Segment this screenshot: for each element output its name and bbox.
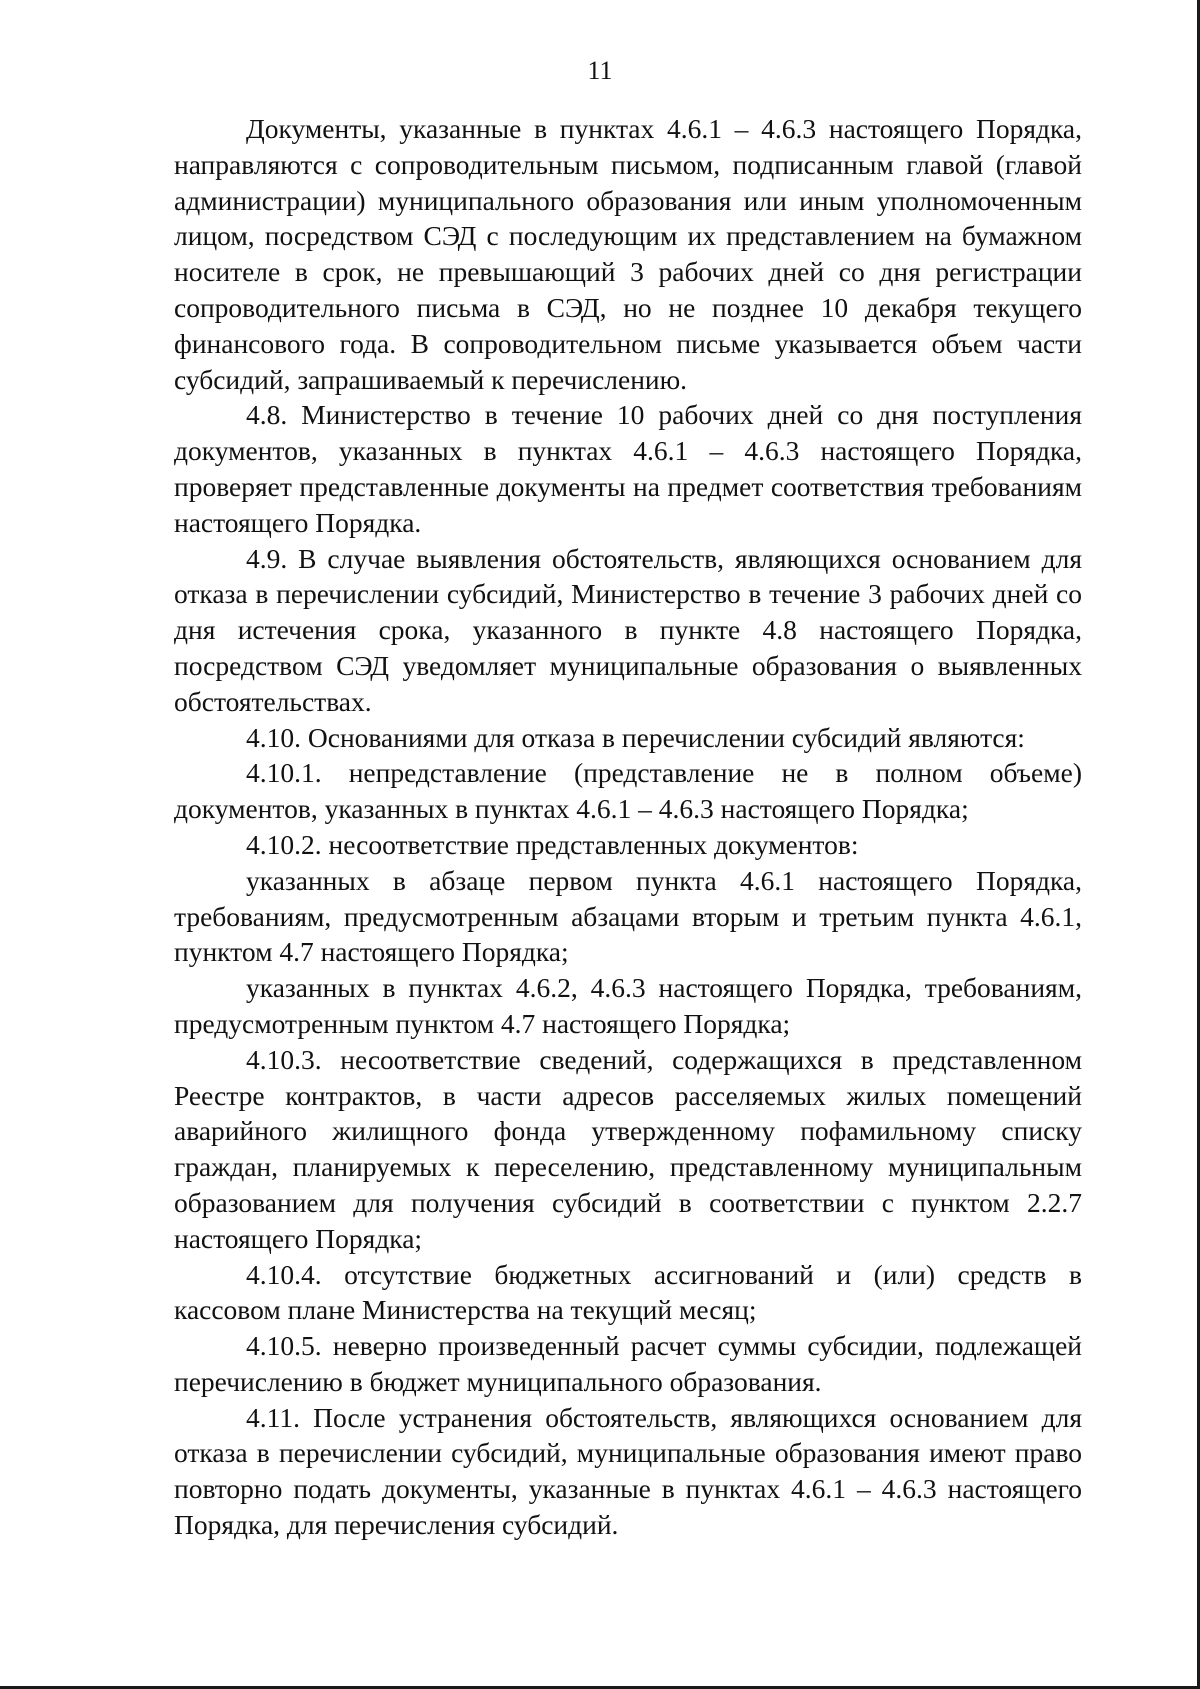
paragraph-4-10-5: 4.10.5. неверно произведенный расчет суммы субсидии, подлежащей перечислению в бюджет муниципального образования. xyxy=(174,1330,1082,1397)
paragraph-documents-submission: Документы, указанные в пунктах 4.6.1 – 4.6.3 настоящего Порядка, направляются с сопроводительным письмом, подписанным главой (главой администрации) муниципального образования или иным уполномоченным лицом, посредством СЭД с последующим их представлением на бумажном носителе в срок, не превышающий 3 рабочих дней со дня регистрации сопроводительного письма в СЭД, но не позднее 10 декабря текущего финансового года. В сопроводительном письме указывается объем части субсидий, запрашиваемый к перечислению. xyxy=(174,113,1082,395)
paragraph-4-10: 4.10. Основаниями для отказа в перечислении субсидий являются: xyxy=(246,721,1025,753)
paragraph-4-10-2-second: указанных в пунктах 4.6.2, 4.6.3 настоящего Порядка, требованиям, предусмотренным пунктом 4.7 настоящего Порядка; xyxy=(174,972,1082,1039)
paragraph-4-10-4: 4.10.4. отсутствие бюджетных ассигнований и (или) средств в кассовом плане Министерства на текущий месяц; xyxy=(174,1258,1082,1326)
paragraph-4-10-1: 4.10.1. непредставление (представление не в полном объеме) документов, указанных в пунктах 4.6.1 – 4.6.3 настоящего Порядка; xyxy=(174,757,1082,825)
paragraph-4-10-2-first: указанных в абзаце первом пункта 4.6.1 настоящего Порядка, требованиям, предусмотренным абзацами вторым и третьим пункта 4.6.1, пунктом 4.7 настоящего Порядка; xyxy=(174,864,1082,968)
document-body xyxy=(174,111,1082,1543)
paragraph-4-11: 4.11. После устранения обстоятельств, являющихся основанием для отказа в перечислении субсидий, муниципальные образования имеют право повторно подать документы, указанные в пунктах 4.6.1 – 4.6.3 настоящего Порядка, для перечисления субсидий. xyxy=(174,1401,1082,1541)
paragraph-4-10-2: 4.10.2. несоответствие представленных документов: xyxy=(246,828,859,860)
paragraph-4-9: 4.9. В случае выявления обстоятельств, являющихся основанием для отказа в перечислении субсидий, Министерство в течение 3 рабочих дней со дня истечения срока, указанного в пункте 4.8 настоящего Порядка, посредством СЭД уведомляет муниципальные образования о выявленных обстоятельствах. xyxy=(174,542,1082,717)
paragraph-4-8: 4.8. Министерство в течение 10 рабочих дней со дня поступления документов, указанных в пунктах 4.6.1 – 4.6.3 настоящего Порядка, проверяет представленные документы на предмет соответствия требованиям настоящего Порядка. xyxy=(174,399,1082,538)
page-number: 11 xyxy=(587,56,613,85)
paragraph-4-10-3: 4.10.3. несоответствие сведений, содержащихся в представленном Реестре контрактов, в части адресов расселяемых жилых помещений аварийного жилищного фонда утвержденному пофамильному списку граждан, планируемых к переселению, представленному муниципальным образованием для получения субсидий в соответствии с пунктом 2.2.7 настоящего Порядка; xyxy=(174,1043,1082,1254)
